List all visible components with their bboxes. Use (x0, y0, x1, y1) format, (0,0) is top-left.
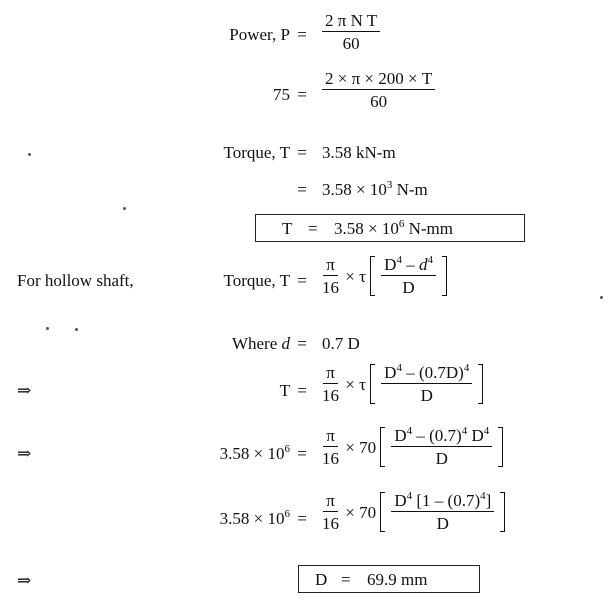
where-clause: Where d (231, 334, 290, 353)
bracket-term (370, 364, 483, 404)
torque-lhs: Torque, T (223, 143, 290, 162)
power-value: 75 (273, 85, 290, 104)
diameter-symbol: D (315, 570, 328, 589)
factored-substitution (0, 492, 615, 546)
equals-sign: = (297, 25, 307, 44)
implies-arrow: ⇒ (17, 444, 32, 463)
pi-over-16: $\frac{\pi}{16}$ (322, 491, 339, 533)
unit: N-m (392, 180, 428, 199)
times-tau: × τ (345, 374, 366, 394)
power-fraction (322, 12, 380, 52)
speck (600, 296, 603, 299)
ratio-value: 0.7 D (322, 334, 360, 353)
speck (123, 207, 126, 210)
torque-nmm-value: 3.58 × 10 (334, 219, 399, 238)
equals-sign: = (297, 85, 307, 104)
bracket-fraction: $\frac{D^4 [1 - (0.7)^4]}{D}$ (391, 492, 494, 532)
substitution-denominator: 60 (370, 92, 388, 111)
pi-over-16: $\frac{\pi}{16}$ (322, 363, 339, 405)
implies-arrow: ⇒ (17, 571, 32, 590)
bracket-fraction: $\frac{D^4 - (0.7)^4 D^4}{D}$ (391, 427, 492, 467)
hollow-shaft-equation (0, 256, 615, 306)
torque-value: $3.58 \times 10^6$ (219, 508, 290, 528)
torque-value: $3.58 \times 10^6$ (219, 443, 290, 463)
power-numerator: 2 π N T (322, 12, 380, 32)
equals-sign: = (297, 271, 307, 290)
power-lhs: Power, P (229, 25, 290, 44)
exponent: 3 (386, 179, 393, 191)
torque-substitution (0, 364, 615, 416)
torque-lhs: Torque, T (223, 271, 290, 290)
unit: N-mm (404, 219, 453, 238)
substitution-numerator: 2 × π × 200 × T (322, 70, 435, 90)
diameter-value: 69.9 mm (367, 570, 428, 589)
power-denominator: 60 (342, 34, 360, 53)
pi-over-16 (322, 256, 339, 296)
exponent: 6 (398, 218, 405, 230)
bracket-fraction: $\frac{D^4 - d^4}{D}$ (381, 256, 436, 296)
equals-sign: = (297, 509, 307, 528)
equals-sign: = (297, 381, 307, 400)
pi-symbol: π (323, 256, 338, 276)
bracket-term (380, 492, 505, 532)
equals-sign: = (308, 219, 318, 238)
equals-sign: = (341, 570, 351, 589)
bracket-term (380, 427, 503, 467)
times-seventy: × 70 (345, 437, 377, 457)
equals-sign: = (297, 334, 307, 353)
equals-sign: = (297, 143, 307, 162)
torque-boxed-result (255, 214, 525, 242)
torque-symbol: T (282, 219, 293, 238)
bracket-term (370, 256, 447, 296)
equals-sign: = (297, 180, 307, 199)
bracket-fraction: $\frac{D^4 - (0.7D)^4}{D}$ (381, 364, 472, 404)
torque-knm: 3.58 kN-m (322, 143, 396, 162)
torque-nm-value: 3.58 × 10 (322, 180, 387, 199)
implies-arrow: ⇒ (17, 381, 32, 400)
pi-over-16: $\frac{\pi}{16}$ (322, 426, 339, 468)
speck (46, 327, 49, 330)
substitution-fraction (322, 70, 435, 110)
speck (75, 328, 78, 331)
torque-symbol: T (279, 381, 290, 400)
numeric-substitution (0, 427, 615, 481)
sixteen: 16 (322, 278, 339, 297)
times-seventy: × 70 (345, 502, 377, 522)
times-tau: × τ (345, 266, 366, 286)
hollow-shaft-label: For hollow shaft, (17, 271, 134, 290)
diameter-boxed-result (298, 565, 480, 593)
equals-sign: = (297, 444, 307, 463)
speck (28, 153, 31, 156)
